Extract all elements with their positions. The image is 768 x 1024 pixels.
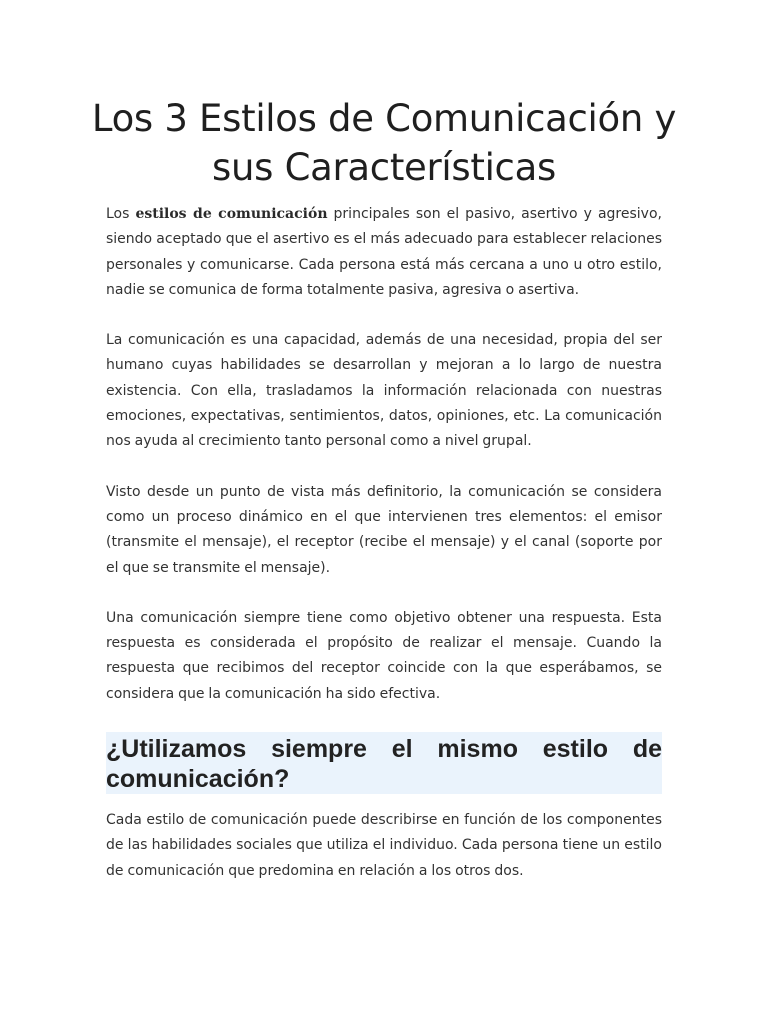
paragraph-communication-process: Visto desde un punto de vista más definitorio, la comunicación se considera como un proceso dinámico en el que intervienen tres elementos: el emisor (transmite el mensaje), el receptor (recibe el mensaje) y el canal (soporte por el que se transmite el mensaje). <box>106 483 662 576</box>
section-heading: ¿Utilizamos siempre el mismo estilo de comunicación? <box>106 732 662 794</box>
intro-text-rest: principales son el pasivo, asertivo y agresivo, siendo aceptado que el asertivo es el más adecuado para establecer relaciones personales y comunicarse. Cada persona está más cercana a uno u otro estilo, nadie se comunica de forma totalmente pasiva, agresiva o asertiva. <box>106 206 662 298</box>
article-body <box>106 202 662 909</box>
paragraph-communication-style: Cada estilo de comunicación puede describirse en función de los componentes de las habilidades sociales que utiliza el individuo. Cada persona tiene un estilo de comunicación que predomina en relación a los otros dos. <box>106 812 662 879</box>
intro-text-start: Los <box>106 206 136 222</box>
page-title: Los 3 Estilos de Comunicación y sus Características <box>91 97 677 189</box>
intro-paragraph <box>106 202 662 303</box>
paragraph-communication-capacity: La comunicación es una capacidad, además de una necesidad, propia del ser humano cuyas habilidades se desarrollan y mejoran a lo largo de nuestra existencia. Con ella, trasladamos la información relacionada con nuestras emociones, expectativas, sentimientos, datos, opiniones, etc. La comunicación nos ayuda al crecimiento tanto personal como a nivel grupal. <box>106 332 662 450</box>
intro-bold-term: estilos de comunicación <box>135 206 328 222</box>
paragraph-communication-objective: Una comunicación siempre tiene como objetivo obtener una respuesta. Esta respuesta es considerada el propósito de realizar el mensaje. Cuando la respuesta que recibimos del receptor coincide con la que esperábamos, se considera que la comunicación ha sido efectiva. <box>106 609 662 702</box>
